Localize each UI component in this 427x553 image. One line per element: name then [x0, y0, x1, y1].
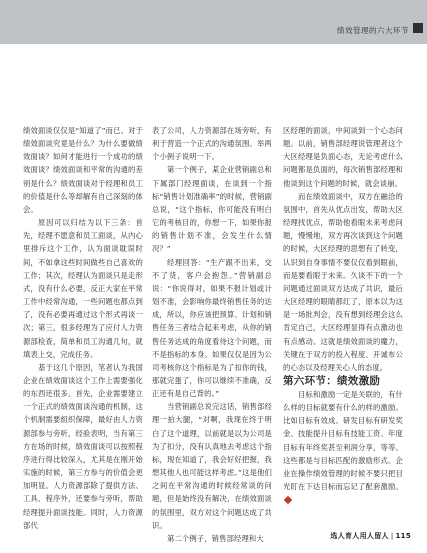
- paragraph: 原因可以归结为以下三条：首先，经理不愿意和员工面谈，从内心里排斥这个工作，认为面谈耽误时间，不如拿这些时间做些自己喜欢的工作；其次，经理认为面谈只是走形式，没有什么必要，反正大家在平常工作中经常沟通，一些问题也都点到了，没有必要再通过这个形式再谈一次；第三，很多经理为了应付人力资源部检查，简单和员工沟通几句，就填表上交，完成任务。: [23, 218, 143, 359]
- paragraph: 绩效面谈仅仅是“知道了”而已。对于绩效面谈究竟是什么？为什么要做绩效面谈？如何才能进行一个成功的绩效面谈？绩效面谈和平常的沟通的差别是什么？绩效面谈对于经理和员工的价值是什么等却解有自己深刻的体会。: [23, 126, 143, 214]
- paragraph: 表了公司，人力资源部在场旁听，有利于营造一个正式的沟通氛围。举两个小例子说明一下。: [152, 126, 272, 162]
- paragraph: 第一个例子，某企业营销副总和下属部门经理面谈，在谈到一个指标“销售计划准确率”的时候，营销副总说，“这个指标，你可能没有明白它的考核目的，你想一下，如果你报的销售计划不准，会发生什么情况？”: [152, 165, 272, 254]
- page-footer: [330, 531, 411, 541]
- paragraph: 当营销副总说完这话，销售部经理一拍大腿，“对啊，我现在终于明白了这个道理，以前就是以为公司是为了扣分，没有认真地去考虑这个指标，现在知道了，我会好好把握，我想其他人也可能这样考虑。”这是他们之间在平常沟通的时候经常谈的问题，但是始终没有解决，在绩效面谈的氛围里，双方对这个问题达成了共识。: [152, 402, 272, 530]
- paragraph: 第二个例子，销售部经理和大: [167, 533, 264, 543]
- paragraph: 区经理的面谈，中间谈到一个心态问题。以前，销售部经理说管理者这个大区经理是负面心态，无论考虑什么问题都是负面的，每次销售部经理和他谈到这个问题的时候，就会谈崩。: [283, 126, 403, 188]
- text-column-3: [283, 124, 403, 506]
- paragraph: 而在绩效面谈中，双方在融洽的氛围中，首先从优点出发，帮助大区经理找优点，帮助他看眼未来考虑问题，慢慢地，双方再次谈到这个问题的时候，大区经理的思想有了转变，认识到自身事情不要仅仅看到眼前，而是要看眼于未来。久谈不下的一个问题通过面谈双方达成了共识，最后大区经理的眼睛都红了，原本以为这是一场批判会，没有想到经理会这么肯定自己，大区经理显得有点激动也有点感动。这就是绩效面谈的魔力，关键在于双方的投入程度、开诚布公的心态以及经理关心人的态度。: [283, 191, 403, 372]
- section-heading: 第六环节：绩效激励: [283, 374, 381, 387]
- text-column-1: [23, 124, 143, 532]
- paragraph: 基于这几个原因，笔者认为我国企业在绩效面谈这个工作上需要强化的东西还很多。首先，企业需要建立一个正式的绩效面谈沟通的机制，这个机制需要组织保障，最好由人力资源部参与旁听，经验表明，当有第三方在场的时候，绩效面谈可以按照程序进行得比较深入，尤其是在刚开始实施的时候，第三方参与的价值会更加明显。人力资源部除了提供方法、工具、程序外，还要参与旁听，帮助经理提升面谈技能。同时，人力资源部代: [23, 362, 143, 530]
- top-banner: [0, 0, 427, 44]
- page-number: 115: [395, 532, 411, 540]
- text-column-2: [152, 124, 272, 545]
- section-marker: [413, 23, 423, 33]
- article-end-icon: [284, 496, 292, 504]
- section-label: 绩效管理的六大环节: [337, 26, 409, 35]
- paragraph: 经理回答：“生产跟不出来，交不了货，客户会抱怨。”营销副总说：“你说得对，如果不报计划或计划不准，会影响你最终销售任务的达成，所以，你应该把预算、计划和销售任务三者结合起来考虑，从你的销售任务达成的角度看待这个问题，而不是指标的本身。如果仅仅是因为公司考核你这个指标是为了扣你的钱，那就完蛋了，你可以继续不准确，反正还有是自己背的。”: [152, 257, 272, 399]
- publication-name: 选人育人用人留人: [330, 532, 389, 540]
- footer-separator: |: [390, 532, 394, 540]
- paragraph-text: 目标和激励一定是关联的，有什么样的目标就要有什么的样的激励。比如目标有效成、研发目标有研发奖金、技能提升目标有技能工资、年度目标有年终奖甚至利润分享，等等。这些都是与目标匹配的激励形式。企业在操作绩效管理的时候不要只把目光盯在下达目标而忘记了配套激励。: [283, 389, 403, 492]
- paragraph: [283, 388, 403, 506]
